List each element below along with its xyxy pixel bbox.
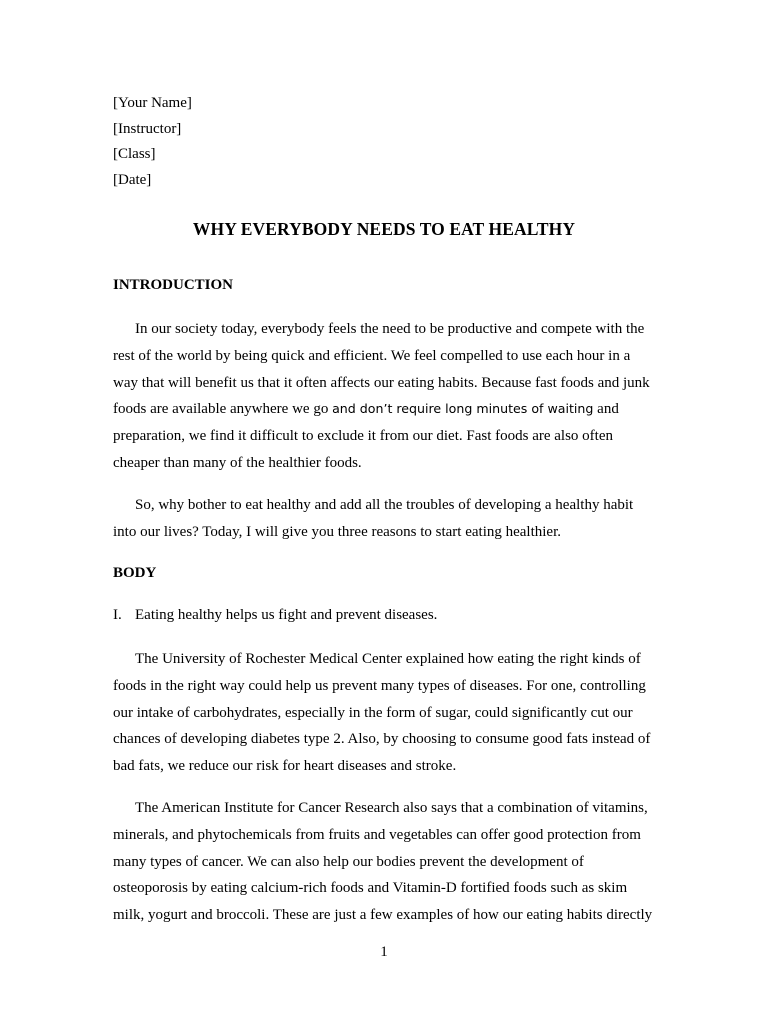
paragraph-line	[113, 396, 657, 423]
paragraph-line: minerals, and phytochemicals from fruits and vegetables can offer good protection from	[113, 826, 641, 843]
paragraph-line: So, why bother to eat healthy and add all the troubles of developing a healthy habit	[135, 497, 634, 513]
paragraph-line: many types of cancer. We can also help our bodies prevent the development of	[113, 853, 584, 870]
paragraph-line: In our society today, everybody feels the need to be productive and compete with the	[135, 321, 645, 337]
header-instructor: [Instructor]	[113, 120, 182, 137]
list-item-number: I.	[113, 607, 122, 623]
paragraph-line-alt-font-part: and don’t require long minutes of waiting	[332, 401, 594, 417]
document-title: WHY EVERYBODY NEEDS TO EAT HEALTHY	[192, 219, 576, 239]
paragraph-line: cheaper than many of the healthier foods.	[113, 454, 362, 471]
introduction-paragraph-2	[113, 492, 657, 546]
header-name: [Your Name]	[113, 95, 192, 111]
header-block	[113, 91, 192, 194]
paragraph-line-part: and	[593, 401, 619, 418]
list-item-text: Eating healthy helps us fight and prevent diseases.	[135, 607, 438, 623]
introduction-heading: INTRODUCTION	[113, 277, 234, 293]
paragraph-line: osteoporosis by eating calcium-rich foods and Vitamin-D fortified foods such as skim	[113, 880, 628, 897]
paragraph-line: milk, yogurt and broccoli. These are just a few examples of how our eating habits directly	[113, 907, 653, 924]
paragraph-line: way that will benefit us that it often affects our eating habits. Because fast foods and junk	[113, 374, 650, 391]
body-heading: BODY	[113, 565, 157, 581]
paragraph-line: The University of Rochester Medical Center explained how eating the right kinds of	[135, 651, 641, 667]
paragraph-line-part: foods are available anywhere we go	[113, 401, 333, 418]
paragraph-line: rest of the world by being quick and efficient. We feel compelled to use each hour in a	[113, 347, 631, 364]
paragraph-line: foods in the right way could help us prevent many types of diseases. For one, controlling	[113, 677, 646, 694]
paragraph-line: into our lives? Today, I will give you three reasons to start eating healthier.	[113, 523, 562, 540]
paragraph-line: chances of developing diabetes type 2. Also, by choosing to consume good fats instead of	[113, 731, 651, 748]
paragraph-line: our intake of carbohydrates, especially in the form of sugar, could significantly cut our	[113, 704, 633, 721]
header-class: [Class]	[113, 146, 156, 163]
body-paragraph-1	[113, 646, 657, 780]
paragraph-line: bad fats, we reduce our risk for heart diseases and stroke.	[113, 758, 457, 775]
body-point-1	[113, 607, 437, 624]
introduction-paragraph-1	[113, 316, 657, 477]
paragraph-line: The American Institute for Cancer Research also says that a combination of vitamins,	[135, 800, 648, 816]
paragraph-line: preparation, we find it difficult to exclude it from our diet. Fast foods are also often	[113, 428, 614, 445]
body-paragraph-2	[113, 795, 657, 929]
header-date: [Date]	[113, 172, 152, 189]
page-number: 1	[380, 944, 388, 960]
